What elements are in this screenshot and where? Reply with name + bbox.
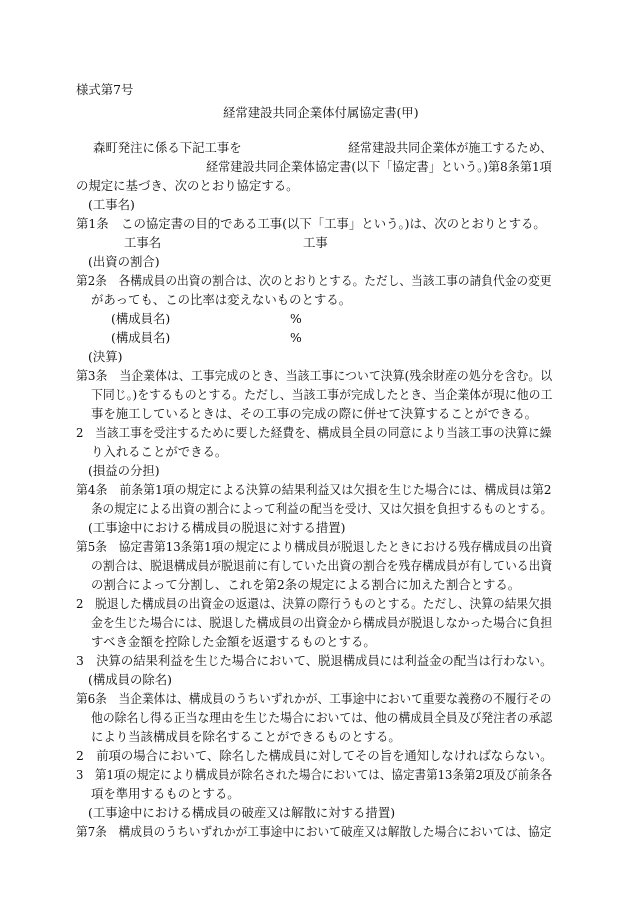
article-line: 2 脱退した構成員の出資金の返還は、決算の際行うものとする。ただし、決算の結果欠損 (76, 596, 552, 611)
article-line: 2 当該工事を受注するために要した経費を、構成員全員の同意により当該工事の決算に繰 (76, 425, 552, 440)
field-suffix: 工事 (303, 235, 328, 250)
section-heading: (決算) (88, 349, 123, 364)
article-line: すべき金額を控除した金額を返還するものとする。 (91, 634, 376, 649)
article-line: 3 決算の結果利益を生じた場合において、脱退構成員には利益金の配当は行わない。 (76, 653, 553, 668)
article-line: 第4条 前条第1項の規定による決算の結果利益又は欠損を生じた場合には、構成員は第2 (76, 482, 552, 497)
form-number: 様式第7号 (76, 82, 134, 97)
member-label: (構成員名) (111, 311, 171, 326)
article-line: 項を準用するものとする。 (91, 786, 240, 801)
article-line: 第5条 協定書第13条第1項の規定により構成員が脱退したときにおける残存構成員の出資 (76, 539, 553, 554)
article-line: 金を生じた場合には、脱退した構成員の出資金から構成員が脱退しなかった場合に負担 (91, 615, 553, 630)
article-line: 第2条 各構成員の出資の割合は、次のとおりとする。ただし、当該工事の請負代金の変更 (76, 273, 552, 288)
intro-line: の規定に基づき、次のとおり協定する。 (76, 178, 299, 193)
article-line: り入れることができる。 (91, 444, 228, 459)
article-line: があっても、この比率は変えないものとする。 (91, 292, 352, 307)
article-line: 第6条 当企業体は、構成員のうちいずれかが、工事途中において重要な義務の不履行その (76, 691, 552, 706)
section-heading: (工事途中における構成員の脱退に対する措置) (88, 520, 346, 535)
section-heading: (損益の分担) (88, 463, 160, 478)
article-line: 他の除名し得る正当な理由を生じた場合においては、他の構成員全員及び発注者の承認 (91, 710, 553, 725)
intro-line: 経常建設共同企業体が施工するため、 (348, 140, 553, 155)
member-percent: % (290, 330, 302, 345)
article-line: の割合は、脱退構成員が脱退前に有していた出資の割合を残存構成員が有している出資 (91, 558, 553, 573)
article-line: 第3条 当企業体は、工事完成のとき、当該工事について決算(残余財産の処分を含む。以 (76, 368, 553, 383)
article-line: により当該構成員を除名することができるものとする。 (91, 729, 401, 744)
article-line: 第1条 この協定書の目的である工事(以下「工事」という。)は、次のとおりとする。 (76, 216, 546, 231)
article-line: 2 前項の場合において、除名した構成員に対してその旨を通知しなければならない。 (76, 748, 553, 763)
section-heading: (構成員の除名) (88, 672, 173, 687)
member-percent: % (290, 311, 302, 326)
section-heading: (出資の割合) (88, 254, 160, 269)
article-line: 3 第1項の規定により構成員が除名された場合においては、協定書第13条第2項及び前条各 (76, 767, 553, 782)
intro-line: 経常建設共同企業体協定書(以下「協定書」という。)第8条第1項 (206, 159, 552, 174)
section-heading: (工事途中における構成員の破産又は解散に対する措置) (88, 805, 396, 820)
member-label: (構成員名) (111, 330, 171, 345)
article-line: の割合によって分割し、これを第2条の規定による割合に加えた割合とする。 (91, 577, 521, 592)
section-heading: (工事名) (88, 197, 135, 212)
article-line: 事を施工しているときは、その工事の完成の際に併せて決算することができる。 (91, 406, 538, 421)
article-line: 第7条 構成員のうちいずれかが工事途中において破産又は解散した場合においては、協定 (76, 824, 552, 839)
article-line: 条の規定による出資の割合によって利益の配当を受け、又は欠損を負担するものとする。 (91, 501, 553, 516)
intro-line: 森町発注に係る下記工事を (93, 140, 242, 155)
field-label: 工事名 (124, 235, 162, 250)
document-title: 経常建設共同企業体付属協定書(甲) (223, 105, 419, 120)
article-line: 下同じ。)をするものとする。ただし、当該工事が完成したとき、当企業体が現に他の工 (91, 387, 553, 402)
